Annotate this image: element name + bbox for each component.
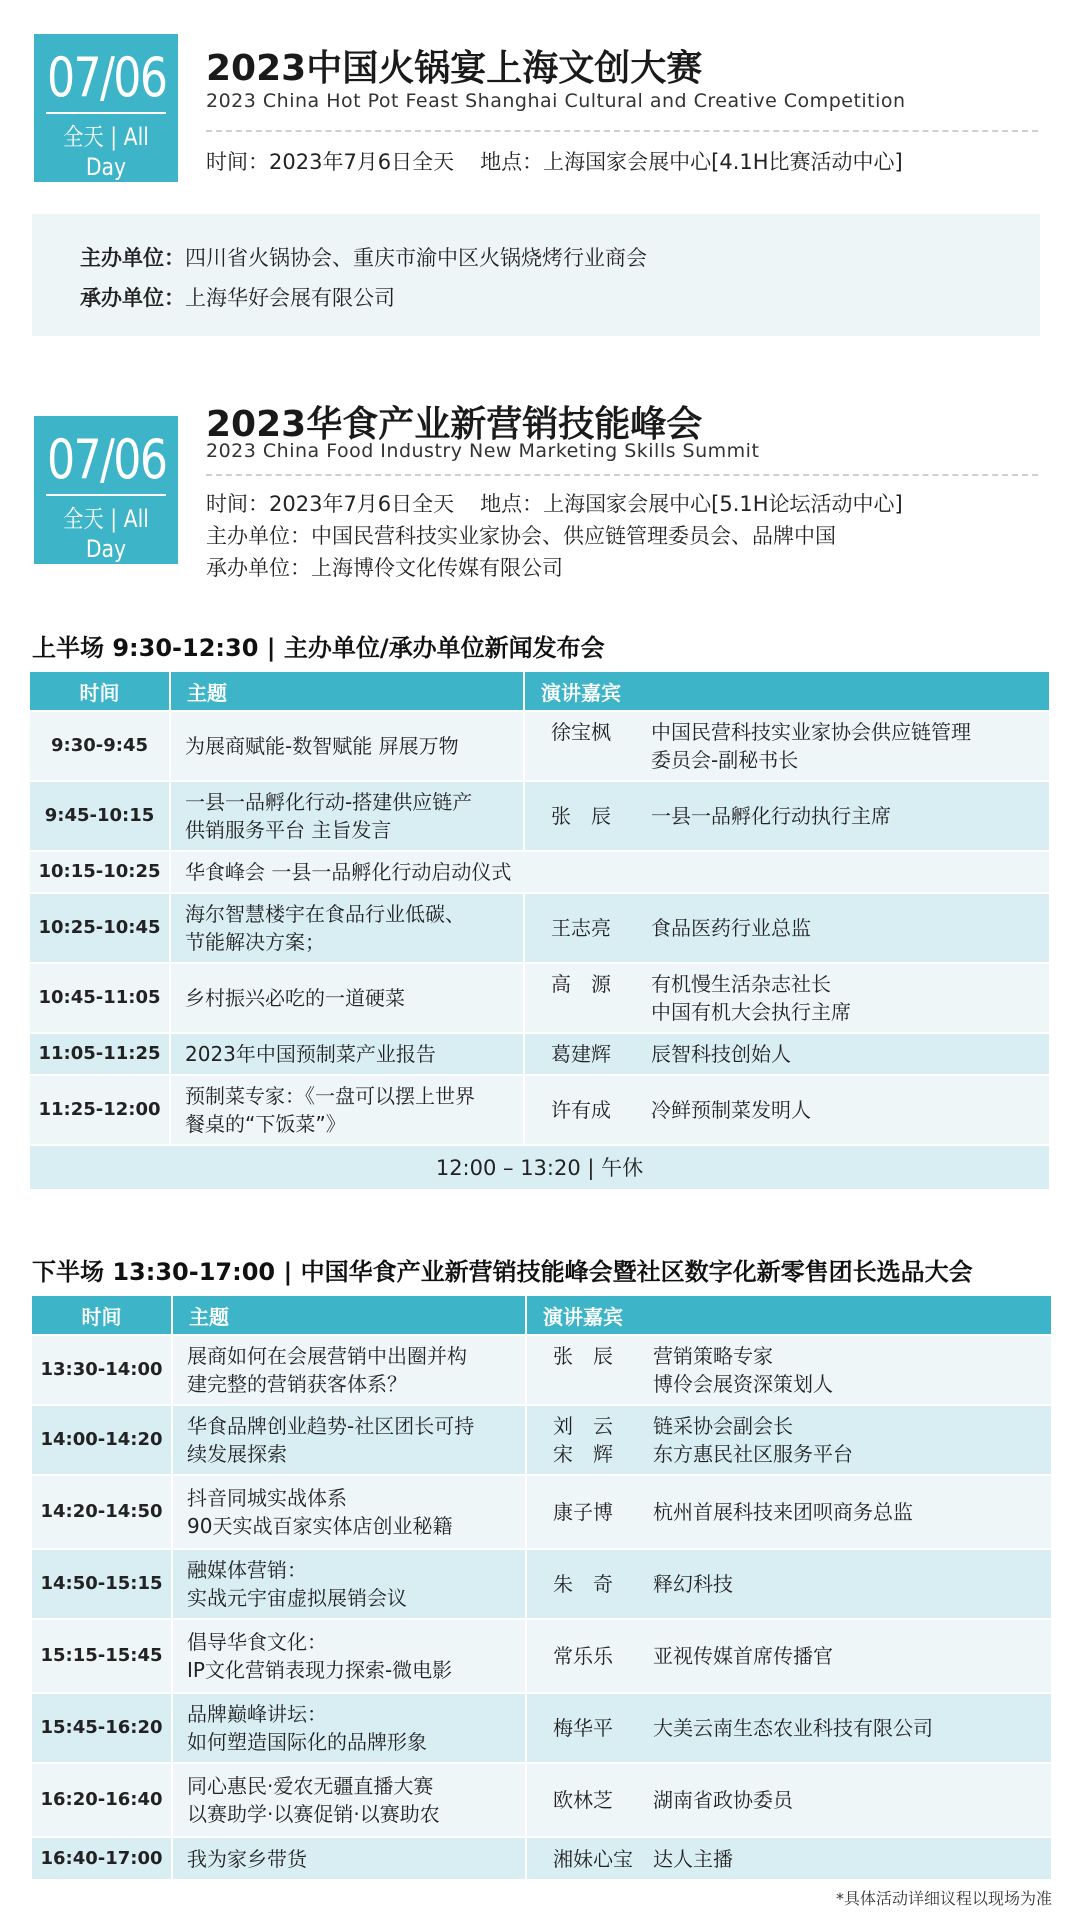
row-topic: [170, 1075, 524, 1145]
topic-line: 我为家乡带货: [187, 1846, 307, 1871]
row-speaker: [526, 1763, 1052, 1837]
table-row: [32, 1405, 1052, 1475]
topic-line: 同心惠民·爱农无疆直播大赛: [187, 1774, 434, 1798]
topic-line: 2023年中国预制菜产业报告: [185, 1042, 436, 1066]
session2-title: 下半场 13:30-17:00 | 中国华食产业新营销技能峰会暨社区数字化新零售团长选品大会: [32, 1258, 973, 1286]
speaker: [541, 1714, 1051, 1742]
topic-line: IP文化营销表现力探索-微电影: [187, 1658, 453, 1682]
row-topic: [172, 1405, 526, 1475]
role-line: 杭州首展科技来团呗商务总监: [653, 1500, 913, 1524]
row-time: 15:15-15:45: [32, 1619, 172, 1693]
speaker-name: 宋 辉: [553, 1442, 613, 1466]
event2-title: 2023华食产业新营销技能峰会: [206, 404, 703, 445]
event2-date: 07/06: [46, 428, 167, 491]
topic-line: 节能解决方案；: [185, 930, 325, 954]
speaker-name: 康子博: [553, 1500, 613, 1524]
table-row: [30, 893, 1050, 963]
table-header-row: [30, 672, 1050, 711]
topic-line: 抖音同城实战体系: [187, 1486, 347, 1510]
speaker-role: [653, 1714, 1051, 1742]
speaker-name: 徐宝枫: [551, 720, 611, 744]
event2-organizer: 承办单位：上海博伶文化传媒有限公司: [206, 556, 563, 580]
topic-line: 为展商赋能-数智赋能 屏展万物: [185, 734, 459, 758]
event1-day-label: 全天 | All Day: [63, 123, 149, 181]
speaker-role: [653, 1440, 1051, 1468]
row-speaker: [526, 1549, 1052, 1619]
row-speaker: [526, 1475, 1052, 1549]
row-speaker: [526, 1335, 1052, 1405]
row-time: 16:20-16:40: [32, 1763, 172, 1837]
row-speaker: [524, 893, 1050, 963]
header-topic: 主题: [170, 672, 524, 711]
speaker-role: [653, 1342, 1051, 1398]
role-line: 中国有机大会执行主席: [651, 1000, 851, 1024]
row-time: 14:00-14:20: [32, 1405, 172, 1475]
row-speaker: [524, 1075, 1050, 1145]
speaker: [541, 1412, 1051, 1440]
speaker: [541, 1786, 1051, 1814]
speaker-name: 张 辰: [553, 1344, 613, 1368]
speaker: [539, 914, 1049, 942]
row-speaker: [526, 1405, 1052, 1475]
speaker: [539, 802, 1049, 830]
row-speaker: [526, 1619, 1052, 1693]
table-row: [32, 1693, 1052, 1763]
role-line: 大美云南生态农业科技有限公司: [653, 1716, 933, 1740]
topic-line: 供销服务平台 主旨发言: [185, 818, 392, 842]
event1-time-venue: [206, 146, 903, 176]
event2-date-box: [34, 416, 178, 564]
topic-line: 华食峰会 一县一品孵化行动启动仪式: [185, 860, 512, 884]
topic-line: 海尔智慧楼宇在食品行业低碳、: [185, 902, 465, 926]
row-time: 14:50-15:15: [32, 1549, 172, 1619]
header-speaker: 演讲嘉宾: [526, 1296, 1052, 1335]
table-row: [32, 1475, 1052, 1549]
row-time: 13:30-14:00: [32, 1335, 172, 1405]
speaker-name: 梅华平: [553, 1716, 613, 1740]
speaker: [539, 1096, 1049, 1124]
speaker-role: [651, 970, 1049, 1026]
speaker: [541, 1342, 1051, 1398]
role-line: 湖南省政协委员: [653, 1788, 793, 1812]
row-time: 15:45-16:20: [32, 1693, 172, 1763]
row-speaker: [524, 1033, 1050, 1075]
row-topic: [172, 1763, 526, 1837]
organizer-label: 承办单位：: [80, 286, 185, 310]
row-speaker: [524, 963, 1050, 1033]
row-topic: [170, 1033, 524, 1075]
role-line: 链采协会副会长: [653, 1414, 793, 1438]
footnote: *具体活动详细议程以现场为准: [835, 1889, 1052, 1908]
date-divider: [46, 112, 166, 114]
topic-line: 展商如何在会展营销中出圈并构: [187, 1344, 467, 1368]
event1-title-en: 2023 China Hot Pot Feast Shanghai Cultural and Creative Competition: [206, 90, 906, 112]
topic-line: 如何塑造国际化的品牌形象: [187, 1730, 427, 1754]
topic-line: 乡村振兴必吃的一道硬菜: [185, 986, 405, 1010]
speaker-name: 刘 云: [553, 1414, 613, 1438]
role-line: 辰智科技创始人: [651, 1042, 791, 1066]
speaker-name: 许有成: [551, 1098, 611, 1122]
row-topic: [170, 963, 524, 1033]
row-speaker: [526, 1693, 1052, 1763]
speaker: [541, 1498, 1051, 1526]
event1-venue: 地点：上海国家会展中心[4.1H比赛活动中心]: [480, 150, 903, 174]
row-topic: [172, 1475, 526, 1549]
topic-line: 品牌巅峰讲坛：: [187, 1702, 327, 1726]
speaker-role: [653, 1845, 1051, 1873]
event2-time-venue: [206, 488, 903, 518]
speaker: [541, 1642, 1051, 1670]
row-time: 9:45-10:15: [30, 781, 170, 851]
speaker-name: 葛建辉: [551, 1042, 611, 1066]
speaker-role: [651, 914, 1049, 942]
row-time: 10:25-10:45: [30, 893, 170, 963]
speaker-name: 湘妹心宝: [553, 1846, 633, 1871]
row-topic: [172, 1619, 526, 1693]
table-row: [30, 851, 1050, 893]
speaker-name: 王志亮: [551, 916, 611, 940]
event2-host: 主办单位：中国民营科技实业家协会、供应链管理委员会、品牌中国: [206, 524, 836, 548]
lunch-row: [30, 1145, 1050, 1189]
topic-line: 华食品牌创业趋势-社区团长可持: [187, 1414, 475, 1438]
table-row: [30, 711, 1050, 781]
role-line: 食品医药行业总监: [651, 916, 811, 940]
table-row: [32, 1763, 1052, 1837]
host-label: 主办单位：: [80, 246, 185, 270]
topic-line: 续发展探索: [187, 1442, 287, 1466]
role-line: 一县一品孵化行动执行主席: [651, 804, 891, 828]
table-row: [30, 963, 1050, 1033]
event1-title: 2023中国火锅宴上海文创大赛: [206, 48, 703, 89]
speaker-role: [653, 1570, 1051, 1598]
header-speaker: 演讲嘉宾: [524, 672, 1050, 711]
header-topic: 主题: [172, 1296, 526, 1335]
table-row: [32, 1549, 1052, 1619]
row-time: 11:25-12:00: [30, 1075, 170, 1145]
event1-host: 四川省火锅协会、重庆市渝中区火锅烧烤行业商会: [185, 246, 647, 270]
event2-title-en: 2023 China Food Industry New Marketing Skills Summit: [206, 440, 760, 462]
speaker-role: [651, 718, 1049, 774]
role-line: 营销策略专家: [653, 1344, 773, 1368]
table-row: [32, 1335, 1052, 1405]
row-topic: [172, 1693, 526, 1763]
session2-schedule-table: [32, 1296, 1053, 1879]
event1-host-row: [80, 238, 1040, 278]
event1-divider: [206, 130, 1038, 132]
event1-time: 时间：2023年7月6日全天: [206, 150, 455, 174]
event2-day-label: 全天 | All Day: [63, 505, 149, 563]
speaker-role: [653, 1412, 1051, 1440]
row-speaker: [524, 781, 1050, 851]
speaker-name: 张 辰: [551, 804, 611, 828]
row-time: 16:40-17:00: [32, 1837, 172, 1879]
event1-organizer-row: [80, 278, 1040, 318]
row-speaker: [526, 1837, 1052, 1879]
event2-venue: 地点：上海国家会展中心[5.1H论坛活动中心]: [480, 492, 903, 516]
row-topic: [170, 781, 524, 851]
speaker: [539, 970, 1049, 1026]
speaker: [539, 1040, 1049, 1068]
header-time: 时间: [32, 1296, 172, 1335]
speaker-name: 欧林芝: [553, 1788, 613, 1812]
speaker-role: [651, 802, 1049, 830]
lunch-break: 12:00 – 13:20 | 午休: [30, 1145, 1050, 1189]
topic-line: 倡导华食文化：: [187, 1630, 327, 1654]
speaker-role: [653, 1786, 1051, 1814]
speaker: [541, 1845, 1051, 1873]
row-topic: [170, 711, 524, 781]
topic-line: 实战元宇宙虚拟展销会议: [187, 1586, 407, 1610]
table-row: [30, 1075, 1050, 1145]
row-topic: [172, 1335, 526, 1405]
event1-date: 07/06: [46, 46, 167, 109]
event1-date-box: [34, 34, 178, 182]
role-line: 有机慢生活杂志社长: [651, 972, 831, 996]
date-divider: [46, 494, 166, 496]
table-row: [32, 1619, 1052, 1693]
table-header-row: [32, 1296, 1052, 1335]
role-line: 博伶会展资深策划人: [653, 1372, 833, 1396]
role-line: 亚视传媒首席传播官: [653, 1644, 833, 1668]
event2-divider: [206, 474, 1038, 476]
row-time: 10:45-11:05: [30, 963, 170, 1033]
event2-time: 时间：2023年7月6日全天: [206, 492, 455, 516]
row-topic: [170, 893, 524, 963]
event1-organizer: 上海华好会展有限公司: [185, 286, 395, 310]
role-line: 达人主播: [653, 1846, 733, 1871]
row-time: 11:05-11:25: [30, 1033, 170, 1075]
row-time: 10:15-10:25: [30, 851, 170, 893]
session1-title: 上半场 9:30-12:30 | 主办单位/承办单位新闻发布会: [32, 634, 605, 662]
role-line: 中国民营科技实业家协会供应链管理: [651, 720, 971, 744]
topic-line: 90天实战百家实体店创业秘籍: [187, 1514, 453, 1538]
table-row: [32, 1837, 1052, 1879]
header-time: 时间: [30, 672, 170, 711]
row-time: 9:30-9:45: [30, 711, 170, 781]
topic-line: 餐桌的“下饭菜”》: [185, 1112, 346, 1136]
row-speaker: [524, 711, 1050, 781]
topic-line: 预制菜专家：《一盘可以摆上世界: [185, 1084, 475, 1108]
role-line: 东方惠民社区服务平台: [653, 1442, 853, 1466]
topic-line: 融媒体营销：: [187, 1558, 307, 1582]
row-topic: [170, 851, 1050, 893]
speaker-role: [653, 1642, 1051, 1670]
speaker: [541, 1440, 1051, 1468]
topic-line: 以赛助学·以赛促销·以赛助农: [187, 1802, 440, 1826]
speaker-role: [651, 1040, 1049, 1068]
topic-line: 建完整的营销获客体系？: [187, 1372, 407, 1396]
speaker-role: [653, 1498, 1051, 1526]
speaker-name: 高 源: [551, 972, 611, 996]
speaker-role: [651, 1096, 1049, 1124]
speaker: [539, 718, 1049, 774]
role-line: 委员会-副秘书长: [651, 748, 799, 772]
row-topic: [172, 1837, 526, 1879]
speaker: [541, 1570, 1051, 1598]
role-line: 释幻科技: [653, 1572, 733, 1596]
table-row: [30, 1033, 1050, 1075]
row-time: 14:20-14:50: [32, 1475, 172, 1549]
speaker-name: 常乐乐: [553, 1644, 613, 1668]
table-row: [30, 781, 1050, 851]
topic-line: 一县一品孵化行动-搭建供应链产: [185, 790, 473, 814]
session1-schedule-table: [30, 672, 1051, 1189]
event1-organizers: [32, 214, 1040, 336]
role-line: 冷鲜预制菜发明人: [651, 1098, 811, 1122]
row-topic: [172, 1549, 526, 1619]
speaker-name: 朱 奇: [553, 1572, 613, 1596]
